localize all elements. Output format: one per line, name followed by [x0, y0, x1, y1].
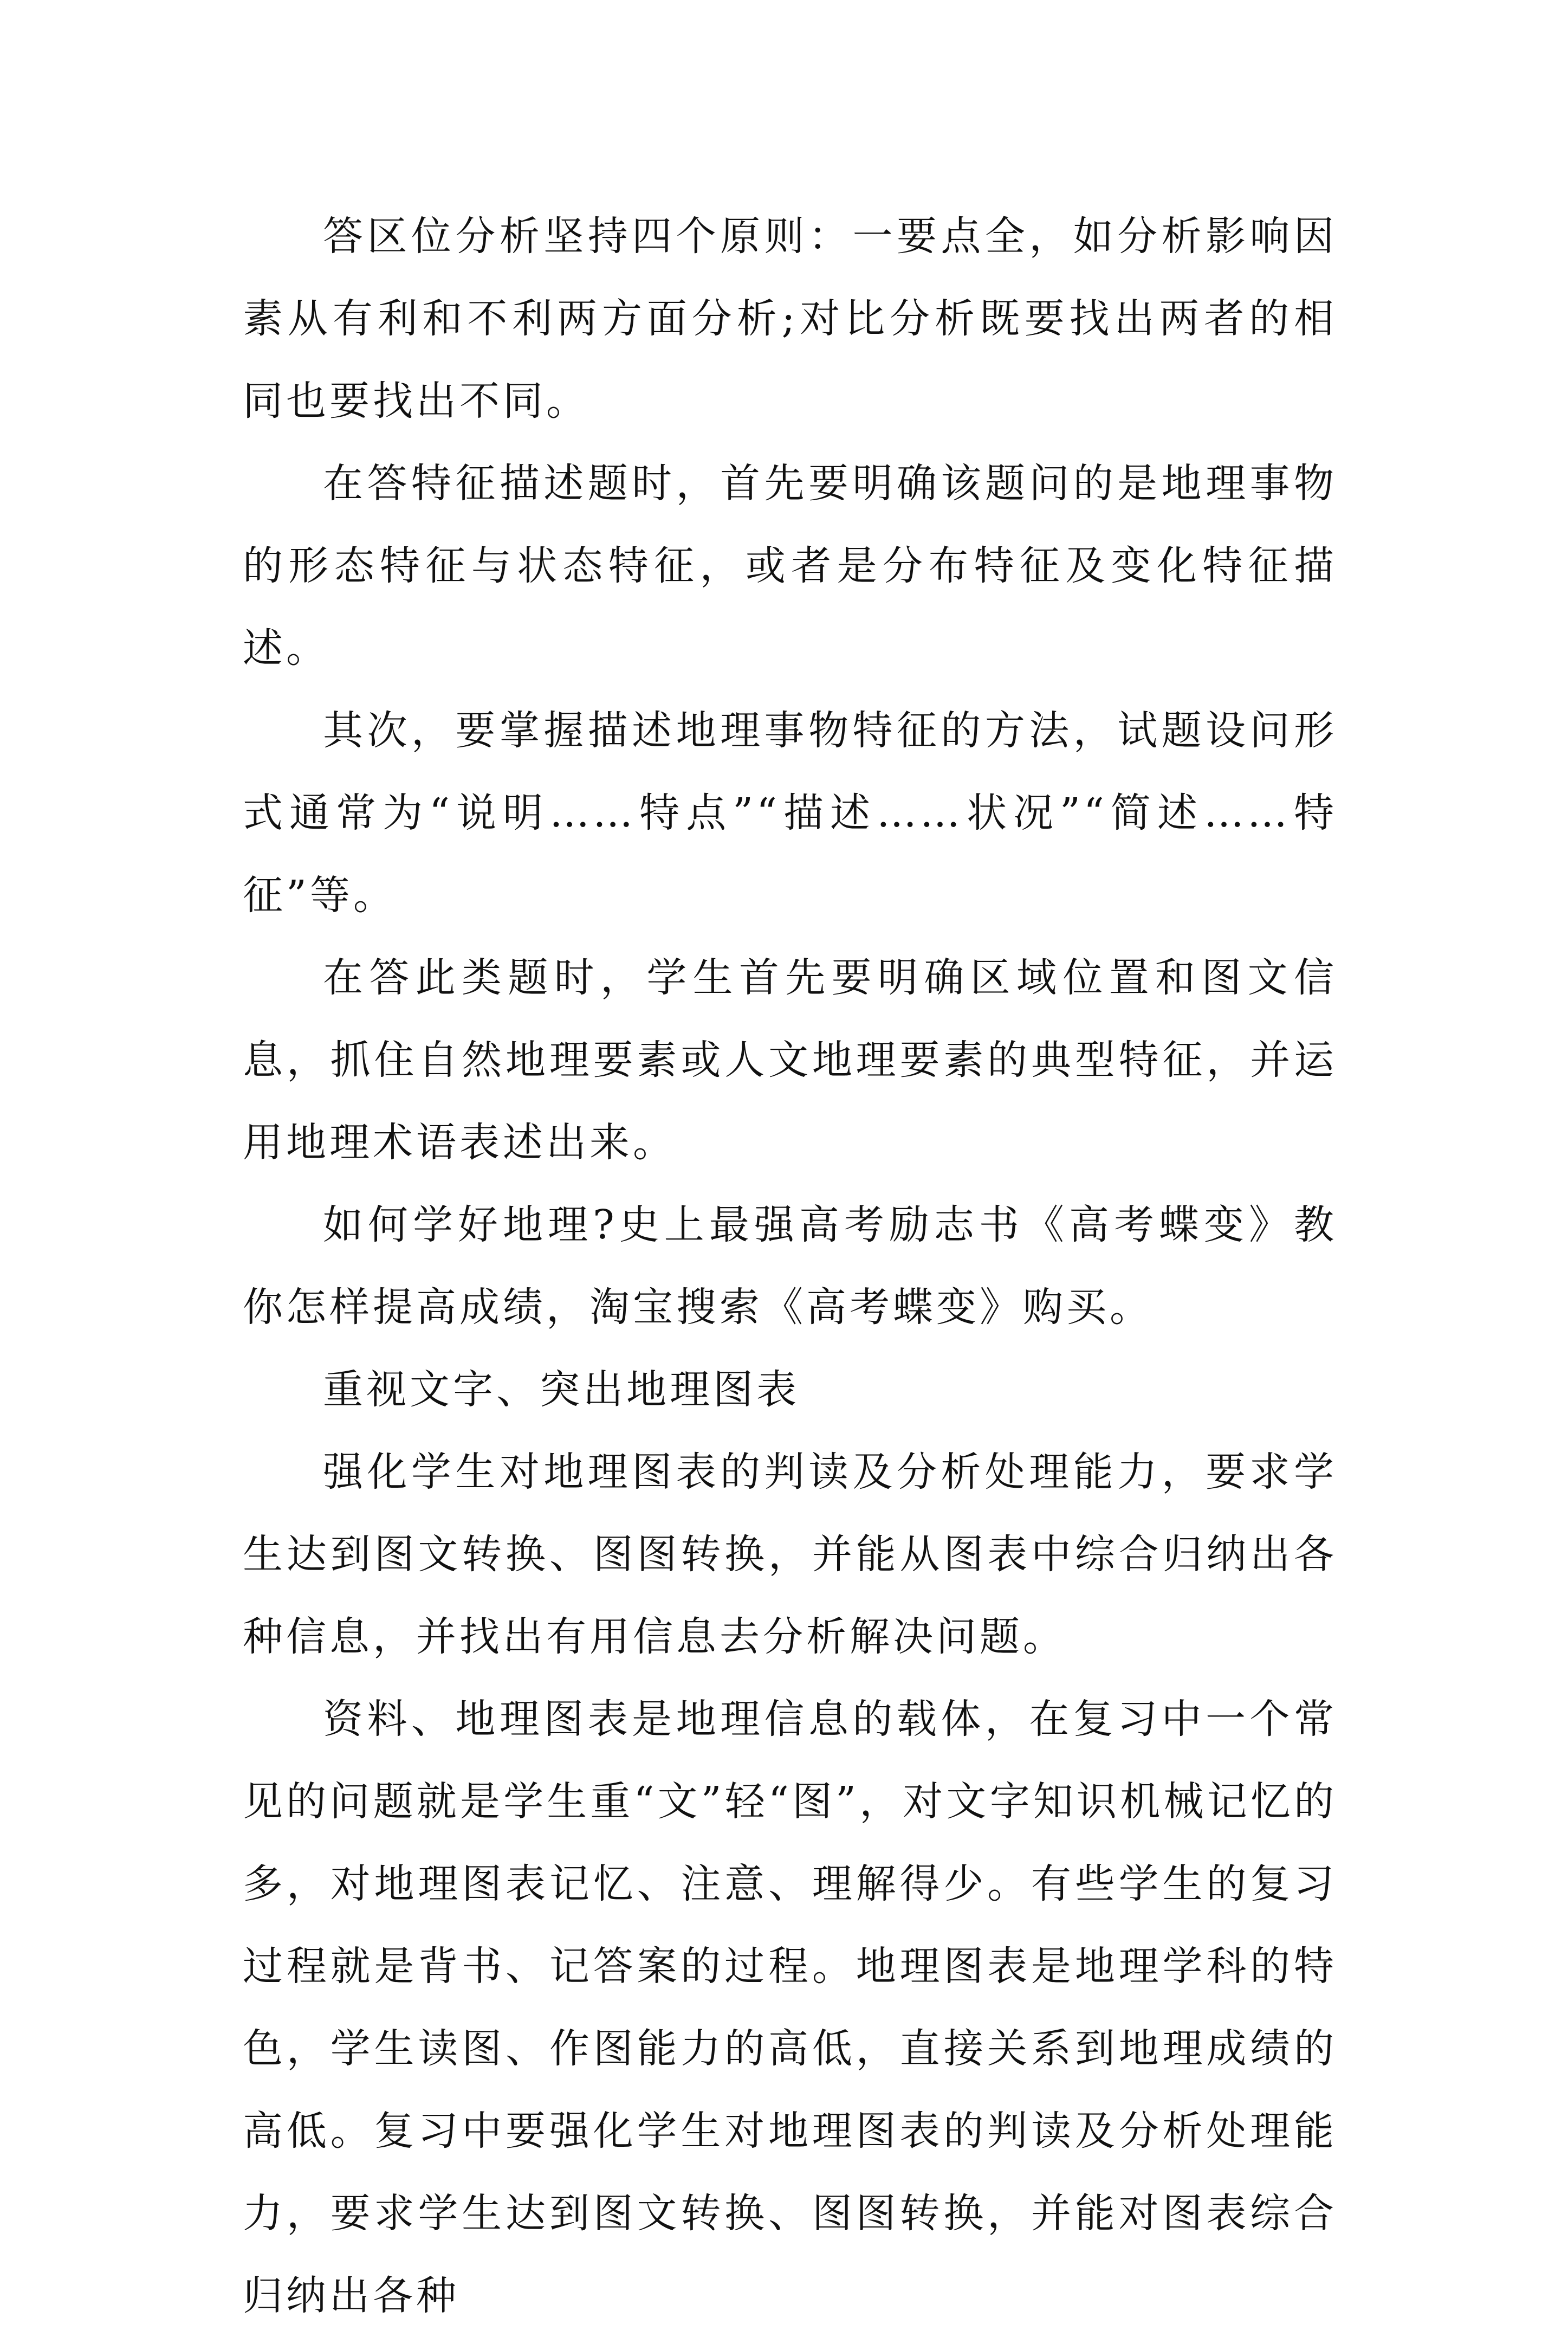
paragraph-chart-skills: 强化学生对地理图表的判读及分析处理能力，要求学生达到图文转换、图图转换，并能从图表中综合归纳出各种信息，并找出有用信息去分析解决问题。	[243, 1449, 1337, 1660]
paragraph-answering-approach: 在答此类题时，学生首先要明确区域位置和图文信息，抓住自然地理要素或人文地理要素的典型特征，并运用地理术语表述出来。	[243, 954, 1337, 1166]
section-heading: 重视文字、突出地理图表	[323, 1366, 800, 1413]
paragraph-description-method: 其次，要掌握描述地理事物特征的方法，试题设问形式通常为“说明……特点”“描述……状况”“简述……特征”等。	[243, 707, 1337, 919]
body-text	[243, 195, 1337, 2337]
paragraph-location-analysis: 答区位分析坚持四个原则：一要点全，如分析影响因素从有利和不利两方面分析;对比分析既要找出两者的相同也要找出不同。	[243, 213, 1337, 424]
paragraph-book-promo: 如何学好地理?史上最强高考励志书《高考蝶变》教你怎样提高成绩，淘宝搜索《高考蝶变》购买。	[243, 1202, 1337, 1331]
paragraph-chart-importance: 资料、地理图表是地理信息的载体，在复习中一个常见的问题就是学生重“文”轻“图”，对文字知识机械记忆的多，对地理图表记忆、注意、理解得少。有些学生的复习过程就是背书、记答案的过程。地理图表是地理学科的特色，学生读图、作图能力的高低，直接关系到地理成绩的高低。复习中要强化学生对地理图表的判读及分析处理能力，要求学生达到图文转换、图图转换，并能对图表综合归纳出各种	[243, 1696, 1337, 2319]
paragraph-feature-description: 在答特征描述题时，首先要明确该题问的是地理事物的形态特征与状态特征，或者是分布特征及变化特征描述。	[243, 460, 1337, 672]
